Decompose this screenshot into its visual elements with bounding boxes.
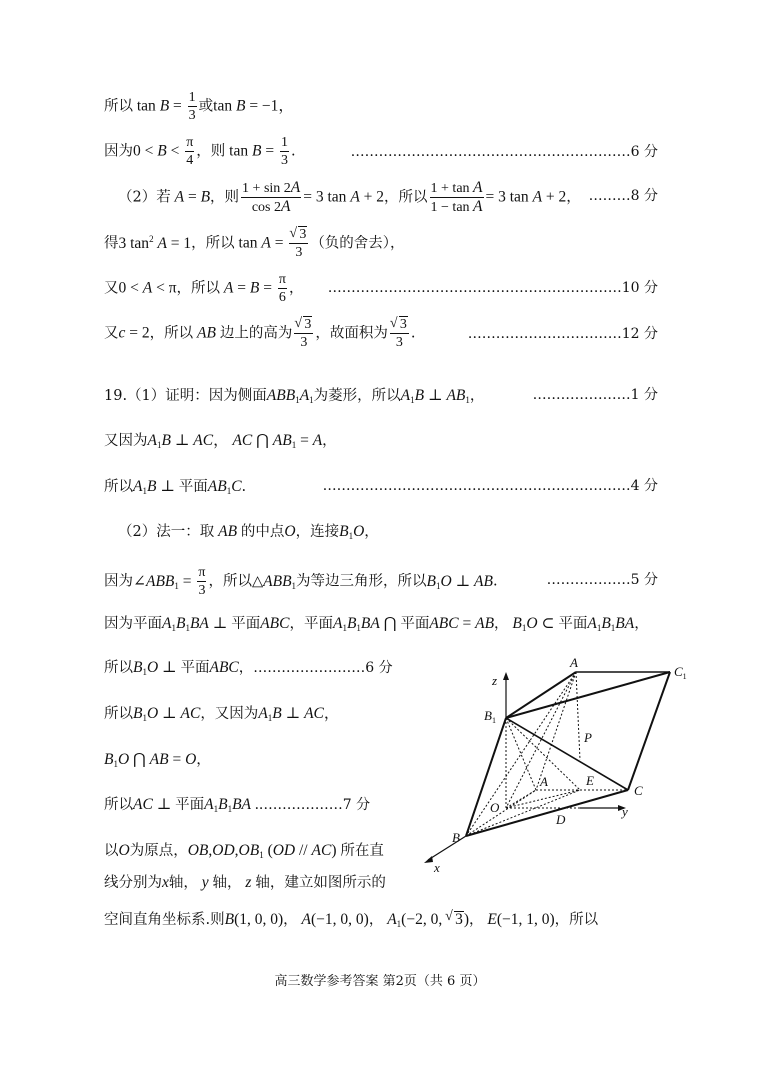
line-13: 所以$B_1O$ ⊥ 平面ABC，……………………6 分	[104, 659, 393, 677]
label-E: E	[586, 773, 594, 788]
line-12: 因为平面$A_1B_1BA$ ⊥ 平面ABC，平面$A_1B_1BA$ ⋂ 平面ABC = AB， $B_1O$ ⊂ 平面$A_1B_1BA$，	[104, 615, 649, 633]
score-1: …………………1 分	[532, 387, 658, 403]
score-6: ……………………………………………………6 分	[350, 144, 658, 160]
score-7: ………………7 分	[258, 797, 371, 813]
label-O: O	[490, 800, 500, 815]
line-17: 以O为原点，$OB,OD,OB_1$ (OD // AC) 所在直	[104, 842, 384, 860]
line-11: 因为$\angle ABB_1$ = $\frac{\pi}{3}$ ，所以$\triangle ABB_1$为等边三角形，所以$B_1O$ ⊥ AB.	[104, 565, 498, 598]
line-3: （2）若 A = B，则 $\frac{1 + \sin 2A}{\cos 2A}$ = 3 tan A + 2，所以 $\frac{\text{1 + tan A}}{\text{1 − tan A}}$ = 3 tan A + 2，	[118, 179, 581, 215]
line-18: 线分别为x轴， y 轴， z 轴，建立如图所示的	[104, 874, 386, 891]
label-A: A	[570, 655, 578, 670]
label-C: C	[634, 783, 643, 798]
label-B1: $B_1$	[484, 708, 496, 725]
line-2: 因为0 < B < $\frac{\pi}{4}$ ，则 tan B = $\frac{1}{3}$ .	[104, 135, 296, 168]
label-z: z	[492, 673, 498, 688]
edge-B1-A	[506, 672, 576, 718]
label-A-low: A	[540, 774, 548, 789]
label-B: B	[452, 830, 460, 845]
score-5: ………………5 分	[546, 572, 658, 588]
line-4: 得3 $\tan^2 A = 1$，所以 tan A = √ $\frac{3}{3}$ （负的舍去），	[104, 226, 405, 261]
line-1: 所以 tan B = $\frac{1}{3}$ 或tan B = −1，	[104, 90, 294, 123]
label-D: D	[556, 812, 566, 827]
label-y: y	[622, 804, 628, 819]
line-15: $B_1O$ ⋂ AB = O，	[104, 751, 211, 769]
line-10: （2）法一：取 AB 的中点O，连接$B_1O$，	[118, 523, 379, 541]
score-4: …………………………………………………………4 分	[322, 478, 658, 494]
score-12: ……………………………12 分	[467, 326, 658, 342]
score-8: ………8 分	[588, 188, 658, 204]
line-5: 又0 < A < π，所以 A = B = $\frac{\pi}{6}$ ，	[104, 272, 304, 305]
line-9: 所以$A_1B$ ⊥ 平面$AB_1C$.	[104, 478, 247, 496]
score-6b: ……………………6 分	[253, 660, 393, 676]
line-7: 19.（1）证明：因为侧面$ABB_1A_1$为菱形，所以$A_1B$ ⊥ $AB_1$，	[104, 387, 485, 405]
edge-B1-B	[466, 718, 506, 836]
x-axis	[428, 836, 466, 860]
edge-C1-C	[628, 672, 670, 790]
line-19: 空间直角坐标系.则B(1, 0, 0)， A(−1, 0, 0)， $A_1(-2$, 0, √ 3)， E(−1, 1, 0)，所以	[104, 911, 598, 929]
page-footer: 高三数学参考答案 第2页（共 6 页）	[274, 974, 486, 989]
label-P: P	[584, 730, 592, 745]
edge-B1-C1	[506, 672, 670, 718]
fraction: $\frac{1}{3}$	[188, 90, 196, 123]
label-x: x	[434, 860, 440, 875]
score-10: ………………………………………………………10 分	[327, 280, 658, 296]
edge-B1-C	[506, 718, 628, 790]
line-14: 所以$B_1O$ ⊥ AC，又因为$A_1B$ ⊥ AC，	[104, 705, 340, 723]
x-arrow	[424, 856, 433, 863]
label-C1: $C_1$	[674, 664, 687, 681]
line-6: 又c = 2，所以 AB 边上的高为 √ $\frac{3}{3}$ ，故面积为 √ $\frac{3}{3}$ .	[104, 316, 415, 351]
z-arrow	[503, 672, 509, 680]
line-16: 所以AC ⊥ 平面$A_1B_1BA$ .………………7 分	[104, 796, 371, 814]
line-8: 又因为$A_1B$ ⊥ AC， AC ⋂ $AB_1 = A$，	[104, 432, 337, 450]
